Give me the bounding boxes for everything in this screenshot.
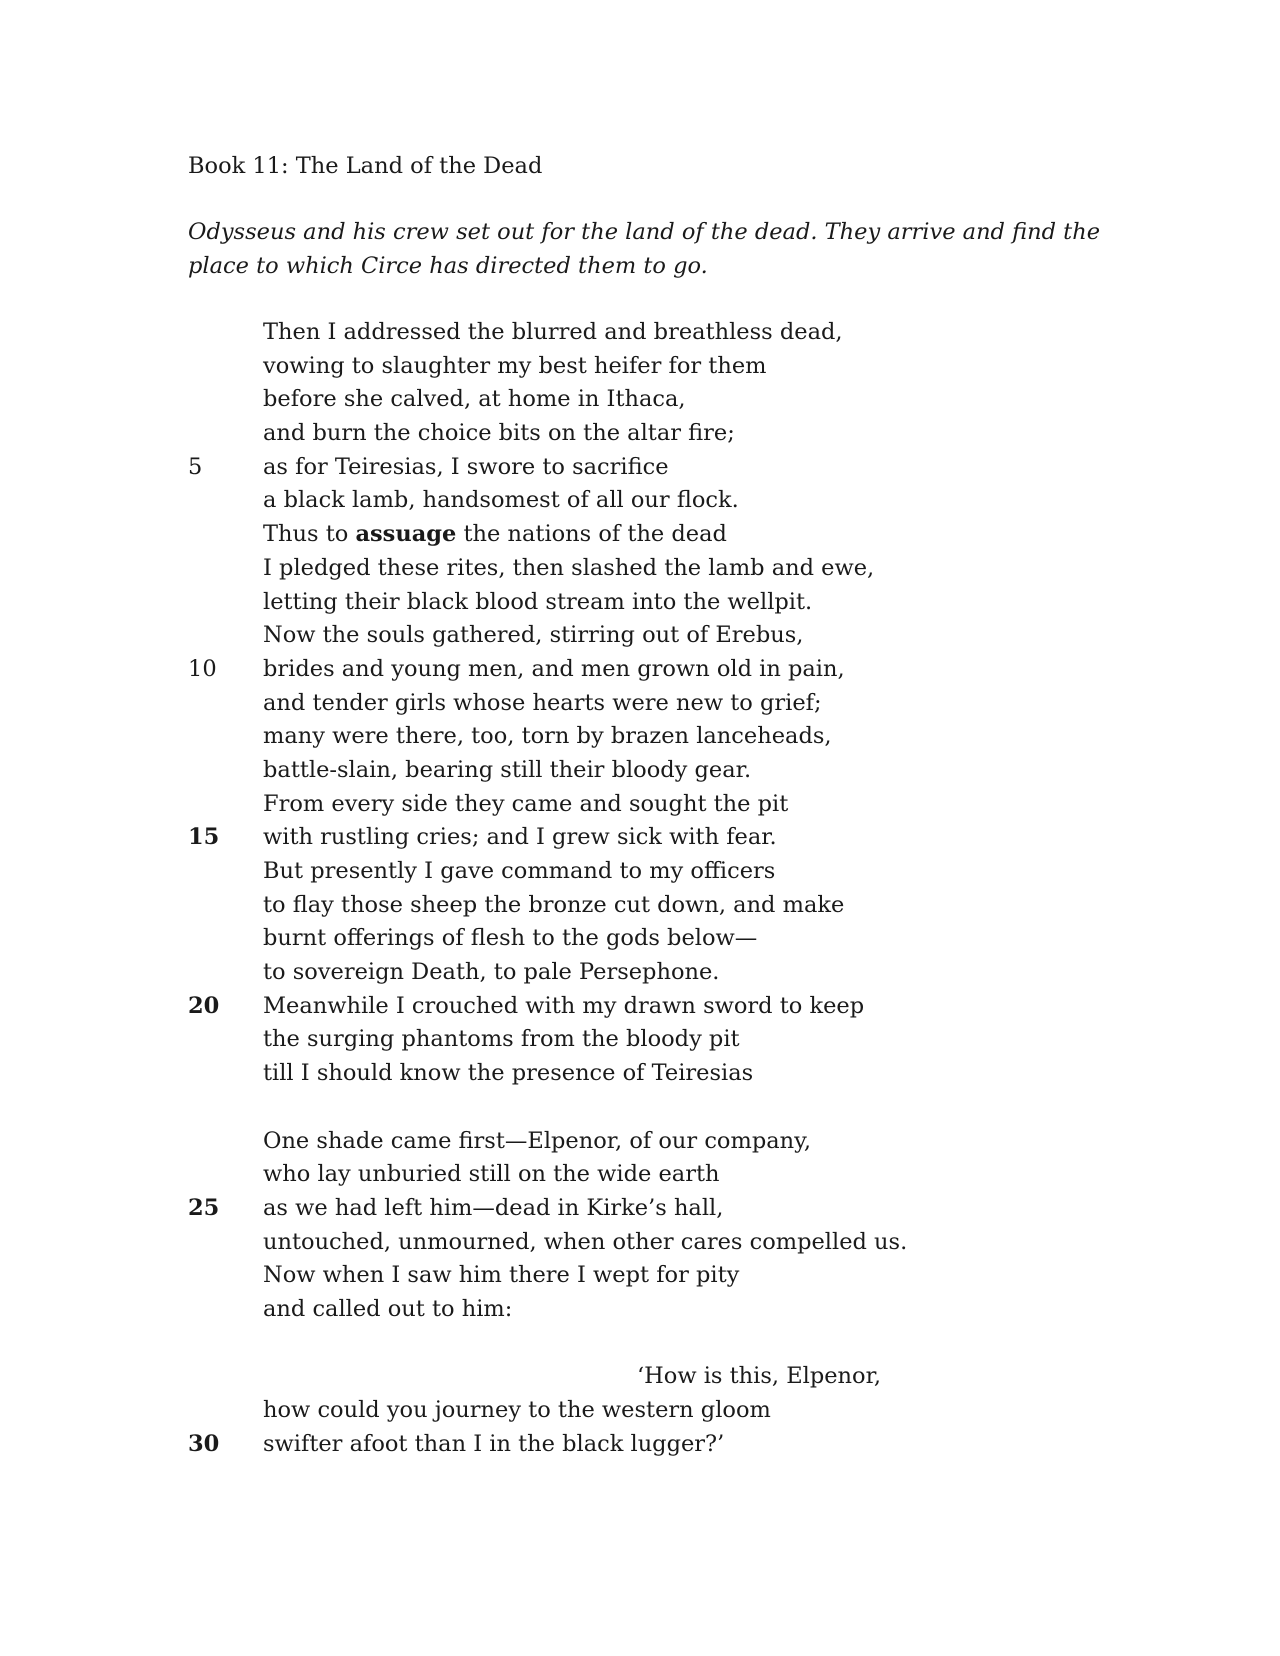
line-text: vowing to slaughter my best heifer for them <box>263 352 767 379</box>
poem-line <box>0 619 1280 653</box>
stanza-break <box>0 1091 1280 1125</box>
line-text: ‘How is this, Elpenor, <box>637 1363 882 1390</box>
line-text: the surging phantoms from the bloody pit <box>263 1026 740 1053</box>
line-text: brides and young men, and men grown old in pain, <box>263 655 845 682</box>
line-text: Meanwhile I crouched with my drawn sword to keep <box>263 992 865 1019</box>
line-text: till I should know the presence of Teiresias <box>263 1060 754 1087</box>
line-text: burnt offerings of flesh to the gods below— <box>263 925 758 952</box>
poem-line <box>0 451 1280 485</box>
line-text: and tender girls whose hearts were new to grief; <box>263 689 822 716</box>
poem-line <box>0 720 1280 754</box>
poem-line <box>0 1125 1280 1159</box>
poem-line <box>0 1023 1280 1057</box>
poem-line <box>0 687 1280 721</box>
line-text: From every side they came and sought the pit <box>263 790 789 817</box>
poem-line <box>0 316 1280 350</box>
line-text: Then I addressed the blurred and breathless dead, <box>263 319 843 345</box>
poem-line <box>0 990 1280 1024</box>
poem-line <box>0 1293 1280 1327</box>
poem-line <box>0 1226 1280 1260</box>
line-number: 15 <box>188 824 220 851</box>
poem-line <box>0 1259 1280 1293</box>
line-text: to flay those sheep the bronze cut down, and make <box>263 891 845 918</box>
line-text: many were there, too, torn by brazen lanceheads, <box>263 723 832 750</box>
line-text: and burn the choice bits on the altar fire; <box>263 420 735 447</box>
poem-line <box>0 889 1280 923</box>
line-text: battle-slain, bearing still their bloody gear. <box>263 756 752 783</box>
poem-line <box>0 417 1280 451</box>
line-text-before: Thus to <box>263 521 356 548</box>
line-text: untouched, unmourned, when other cares compelled us. <box>263 1228 908 1255</box>
poem-line <box>0 1057 1280 1091</box>
line-text: Now when I saw him there I wept for pity <box>263 1262 740 1289</box>
poem-line <box>0 1360 1280 1394</box>
poem-body <box>0 316 1280 1461</box>
poem-line <box>0 788 1280 822</box>
line-number: 20 <box>188 992 220 1019</box>
poem-line <box>0 922 1280 956</box>
poem-line <box>0 1158 1280 1192</box>
poem-line <box>0 586 1280 620</box>
poem-line <box>0 855 1280 889</box>
line-text-after: the nations of the dead <box>456 521 727 548</box>
line-text: But presently I gave command to my officers <box>263 858 776 884</box>
line-text: as we had left him—dead in Kirke’s hall, <box>263 1194 724 1221</box>
stanza-break <box>0 1327 1280 1361</box>
poem-line <box>0 383 1280 417</box>
vocabulary-word: assuage <box>355 521 457 548</box>
poem-line <box>0 821 1280 855</box>
line-text: to sovereign Death, to pale Persephone. <box>263 959 720 986</box>
line-text: how could you journey to the western gloom <box>263 1397 771 1423</box>
line-number: 5 <box>188 453 203 480</box>
poem-line <box>0 552 1280 586</box>
poem-line <box>0 1428 1280 1462</box>
poem-line <box>0 1394 1280 1428</box>
line-text: letting their black blood stream into the wellpit. <box>263 588 813 615</box>
poem-line <box>0 1192 1280 1226</box>
line-text <box>263 518 727 552</box>
line-number: 25 <box>188 1194 220 1221</box>
line-text: who lay unburied still on the wide earth <box>263 1161 720 1188</box>
line-text: One shade came first—Elpenor, of our company, <box>263 1127 811 1154</box>
document-title: Book 11: The Land of the Dead <box>188 153 543 179</box>
line-text: swifter afoot than I in the black lugger?’ <box>263 1430 725 1457</box>
line-number: 10 <box>188 655 217 682</box>
line-text: as for Teiresias, I swore to sacrifice <box>263 453 669 480</box>
line-text: and called out to him: <box>263 1295 513 1322</box>
poem-line <box>0 754 1280 788</box>
line-text: I pledged these rites, then slashed the lamb and ewe, <box>263 554 875 581</box>
poem-line <box>0 350 1280 384</box>
intro-paragraph: Odysseus and his crew set out for the land of the dead. They arrive and find the place to which Circe has directed them to go. <box>188 219 1101 279</box>
poem-line <box>0 518 1280 552</box>
line-text: before she calved, at home in Ithaca, <box>263 386 686 413</box>
line-text: Now the souls gathered, stirring out of Erebus, <box>263 622 804 649</box>
poem-line <box>0 484 1280 518</box>
poem-line <box>0 653 1280 687</box>
poem-line <box>0 956 1280 990</box>
line-text: with rustling cries; and I grew sick with fear. <box>263 824 777 851</box>
line-number: 30 <box>188 1430 220 1457</box>
line-text: a black lamb, handsomest of all our flock. <box>263 487 739 514</box>
